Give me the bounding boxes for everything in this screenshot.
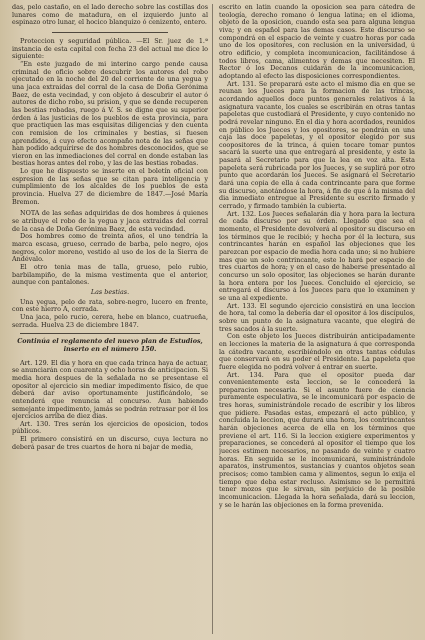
paragraph: Art. 130. Tres serán los ejercicios de oposicion, todos públicos. bbox=[12, 419, 208, 436]
paragraph: El primero consistirá en un discurso, cuya lectura no deberá pasar de tres cuartos de hora ni bajar de media, bbox=[12, 435, 208, 451]
paragraph: Una jaca, pelo rucio, cerera, hebe en blanco, cuatrueña, serrada. Huelva 23 de diciembre 1847. bbox=[12, 312, 208, 329]
column-divider bbox=[212, 4, 213, 634]
paragraph: das, pelo castaño, en el lado derecho sobre las costillas dos lunares como de matadura, en el izquierdo junto al espinazo otro lunar, el hocico blanquizo ó cenizento, entero. bbox=[12, 4, 208, 27]
paragraph: Art. 129. El dia y hora en que cada trinca haya de actuar, se anunciarán con cuarenta y ocho horas de anticipacion. Si media hora despues de la señalada no se presentase el opositor al ejercicio sin mediar impedimento físico, de que deberá dar aviso oportunamente justificándolo, se entenderá que renuncia al concurso. Aun habiendo semejante impedimento, jamás se podrán retrasar por él los ejercicios arriba de diez dias. bbox=[12, 358, 208, 421]
paragraph: Art. 132. Los Jueces señalarán dia y hora para la lectura de cada discurso por su órden. Llegado que sea el momento, el Presidente devolverá al opositor su discurso en los términos que le recibió; y hecha por él la lectura, sus contrincantes harán en español las objeciones que les parezcan por espacio de media hora cada uno; si no hubiere mas que un solo contrincante, este lo hará por espacio de tres cuartos de hora; y en el caso de haberse presentado al concurso un solo opositor, las objeciones se harán durante la hora entera por los Jueces. Concluido el ejercicio, se entregará el discurso á los Jueces para que lo examinen y se una al expediente. bbox=[219, 209, 415, 302]
paragraph: Con este objeto los Jueces distribuirán anticipadamente en lecciones la materia de la asignatura á que corresponda la cátedra vacante, escribiéndolo en otras tantas cédulas que conservará en su poder el Presidente. La papeleta que fuere elegida no podrá volver á entrar en suerte. bbox=[219, 332, 415, 371]
paragraph: Proteccion y seguridad pública. —El Sr. juez de 1.ª instancia de esta capital con fecha 23 del actual me dice lo siguiente: bbox=[12, 36, 208, 61]
paragraph: “En este juzgado de mi interino cargo pende causa criminal de oficio sobre descubrir los autores del robo ejecutado en la noche del 20 del corriente de una yegua y una jaca extraidas del corral de la casa de Doña Gerónima Baez, de esta vecindad, y con objeto á descubrir el autor ó autores de dicho robo, su prision, y que se dende recuperen las bestias robadas, ruego á V. S. se digne que su superior órden á las justicias de los pueblos de esta provincia, para que practiquen las mas esquisitas diligencias y den cuenta con remision de los criminales y bestias, si fuesen aprendidos, á cuyo efecto acompaño nota de las señas que han podido adquirirse de dos hombres desconocidos, que se vieron en las inmediaciones del corral en donde estaban las bestias horas antes del robo, y las de las bestias robadas. bbox=[12, 59, 208, 168]
section-heading-bestias: Las bestias. bbox=[90, 287, 130, 296]
right-column bbox=[219, 4, 415, 636]
section-divider bbox=[20, 333, 200, 334]
section-divider bbox=[52, 32, 168, 33]
section-heading-reglamento: Continúa el reglamento del nuevo plan de Estudios, inserto en el número 150. bbox=[17, 337, 203, 353]
paragraph: escrito en latin cuando la oposicion sea para cátedra de teología, derecho romano ó lengua latina; en el idioma, objeto de la oposicion, cuando esta sea para alguna lengua viva; y en español para las demas casos. Este discurso se compondrá en el espacio de veinte y cuatro horas por cada uno de los opositores, con reclusion en la universidad, ú otro edificio, y completa incomunicacion, facilitándose á todos libros, cama, alimentos y demas que necesiten. El Rector ó los Decanos cuidarán de la incomunicacion, adoptando al efecto las disposiciones correspondientes. bbox=[219, 4, 415, 80]
paragraph: Dos hombres como de treinta años, el uno tendría la marca escasa, grueso, cerrado de barba, pelo negro, ojos negros, color moreno, vestido al uso de los de la Sierra de Andévalo. bbox=[12, 232, 208, 264]
paragraph: Art. 131. Se preparará este acto el mismo dia en que se reunan los Jueces para la formacion de las trincas, acordando aquellos doce puntos generales relativos á la asignatura vacante, los cuales se escribirán en otras tantas papeletas que custodiará el Presidente, y cuyo contenido no podrá revelar ninguno. En el dia y hora acordados, reunidos en público los Jueces y los opositores, se pondrán en una caja las doce papeletas, y el opositor elegido por sus coopositores de la trinca, á quien tocare tomar puntos sacará la suerte una que entregará al presidente, y este la pasará al Secretario para que la lea en voz alta. Esta papeleta será rubricada por los Jueces, y se suplirá por otro punto que acordarán los Jueces. Se asignará el Secretario dará una copia de ella á cada contrincante para que forme su discurso, anotándose la hora, á fin de que á la misma del dia inmediato entregue al Presidente su escrito firmado y cerrado, y firmado también la cubierta. bbox=[219, 79, 415, 211]
paragraph: NOTA de las señas adquiridas de dos hombres á quienes se atribuye el robo de la yegua y jaca extraidas del corral de la casa de Doña Gerónima Baez, de esta vecindad. bbox=[12, 209, 208, 233]
paragraph: Lo que he dispuesto se inserte en el boletín oficial con espresion de las señas que se citan para inteligencia y cumplimiento de los alcaldes de los pueblos de esta provincia. Huelva 27 de diciembre de 1847.—José María Bremon. bbox=[12, 167, 208, 206]
paragraph: Una yegua, pelo de rata, sobre-negro, lucero en frente, con este hierro A, cerrada. bbox=[12, 297, 208, 314]
paragraph: Art. 134. Para que el opositor pueda dar convenientemente esta leccion, se le concederá la preparacion necesaria. Si el asunto fuere de ciencia puramente especulativa, se le incomunicará por espacio de tres horas, suministrándole recado de escribir y los libros que pidiere. Pasadas estas, empezará el acto público, y concluida la leccion, que durará una hora, los contrincantes harán objeciones acerca de ella en los términos que previene el art. 116. Si la leccion exigiere experimentos y preparaciones, se concederá al opositor el tiempo que los jueces estimen necesarios, no pasando de veinte y cuatro horas. En seguida se le incomunicará, suministrándole aparatos, instrumentos, sustancias y cuantos objetos sean precisos; como tambien cama y alimentos, segun lo exija el tiempo que deba estar recluso. Asimismo se le permitirá tener mozos que le sirvan, sin perjuicio de la posible incomunicacion. Llegada la hora señalada, dará su leccion, y se le harán las objeciones en la forma prevenida. bbox=[219, 370, 415, 509]
paragraph: Art. 133. El segundo ejercicio consistirá en una leccion de hora, tal como la debería dar el opositor á los discípulos, sobre un punto de la asignatura vacante, que elegirá de tres sacados á la suerte. bbox=[219, 301, 415, 333]
left-column bbox=[12, 4, 208, 636]
paragraph: El otro tenia mas de talla, grueso, pelo rubio, barbilampiño, de la misma vestimenta que el anterior, aunque con pantalones. bbox=[12, 263, 208, 287]
